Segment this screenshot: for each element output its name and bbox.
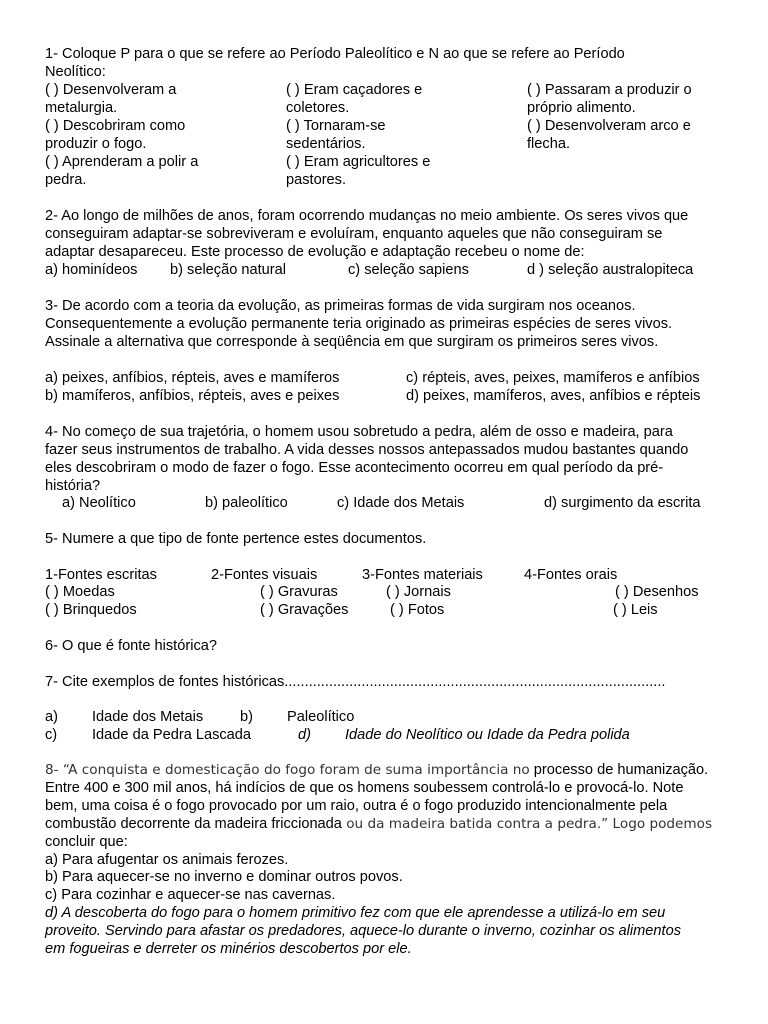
q7-option-c-text: Idade da Pedra Lascada	[92, 727, 252, 743]
q3-option-d: d) peixes, mamíferos, aves, anfíbios e répteis	[406, 388, 701, 404]
q1-item-3-cont: próprio alimento.	[527, 100, 636, 116]
q8-line4	[45, 815, 712, 833]
q4-line2: fazer seus instrumentos de trabalho. A vida desses nossos antepassados mudou bastantes quando	[45, 442, 689, 458]
q5-item-gravuras: ( ) Gravuras	[260, 584, 338, 600]
q1-item-7-cont: pedra.	[45, 172, 87, 188]
q4-line3: eles descobriram o modo de fazer o fogo. Esse acontecimento ocorreu em qual período da pré-	[45, 460, 664, 476]
q3-line1: 3- De acordo com a teoria da evolução, as primeiras formas de vida surgiram nos oceanos.	[45, 298, 636, 314]
q8-line5: concluir que:	[45, 834, 128, 850]
q3-option-b: b) mamíferos, anfíbios, répteis, aves e peixes	[45, 388, 340, 404]
q7-prompt-text: 7- Cite exemplos de fontes históricas	[45, 674, 285, 690]
q1-item-6: ( ) Desenvolveram arco e	[527, 118, 691, 134]
q2-option-b: b) seleção natural	[170, 262, 287, 278]
q3-option-a: a) peixes, anfíbios, répteis, aves e mamíferos	[45, 370, 340, 386]
q8-line1	[45, 761, 708, 779]
q4-line1: 4- No começo de sua trajetória, o homem usou sobretudo a pedra, além de osso e madeira, para	[45, 424, 673, 440]
q1-item-8-cont: pastores.	[286, 172, 347, 188]
q1-item-2-cont: coletores.	[286, 100, 350, 116]
q1-item-8: ( ) Eram agricultores e	[286, 154, 431, 170]
q1-prompt-line2: Neolítico:	[45, 64, 106, 80]
q7-answer-dots: ..............................................................................................	[284, 674, 666, 690]
q7-prompt	[45, 673, 665, 691]
q3-option-c: c) répteis, aves, peixes, mamíferos e anfíbios	[406, 370, 700, 386]
q5-item-desenhos: ( ) Desenhos	[615, 584, 699, 600]
q3-line3: Assinale a alternativa que corresponde à seqüência em que surgiram os primeiros seres vivos.	[45, 334, 659, 350]
q5-type-2: 2-Fontes visuais	[211, 567, 318, 583]
q1-item-3: ( ) Passaram a produzir o	[527, 82, 692, 98]
q4-line4: história?	[45, 478, 101, 494]
q8-option-d-line3: em fogueiras e derreter os minérios descobertos por ele.	[45, 941, 412, 957]
q5-type-4: 4-Fontes orais	[524, 567, 618, 583]
q8-line3: bem, uma coisa é o fogo provocado por um raio, outra é o fogo produzido intencionalmente pela	[45, 798, 668, 814]
q7-option-d-letter: d)	[298, 727, 311, 743]
q8-line1-quote: 8- “A conquista e domesticação do fogo foram de suma importância no	[45, 762, 530, 778]
q2-line3: adaptar desapareceu. Este processo de evolução e adaptação recebeu o nome de:	[45, 244, 585, 260]
q8-option-d-line2: proveito. Servindo para afastar os predadores, aquece-lo durante o inverno, cozinhar os alimentos	[45, 923, 682, 939]
q1-item-2: ( ) Eram caçadores e	[286, 82, 423, 98]
q5-item-fotos: ( ) Fotos	[390, 602, 445, 618]
q8-line2: Entre 400 e 300 mil anos, há indícios de que os homens soubessem controlá-lo e provocá-lo. Note	[45, 780, 684, 796]
q1-item-4-cont: produzir o fogo.	[45, 136, 147, 152]
q8-option-d-line1: d) A descoberta do fogo para o homem primitivo fez com que ele aprendesse a utilizá-lo em seu	[45, 905, 666, 921]
q8-option-b: b) Para aquecer-se no inverno e dominar outros povos.	[45, 869, 403, 885]
q2-line1: 2- Ao longo de milhões de anos, foram ocorrendo mudanças no meio ambiente. Os seres vivos que	[45, 208, 689, 224]
q7-option-a-text: Idade dos Metais	[92, 709, 204, 725]
q7-option-d-text: Idade do Neolítico ou Idade da Pedra polida	[345, 727, 630, 743]
q3-line2: Consequentemente a evolução permanente teria originado as primeiras espécies de seres vivos.	[45, 316, 673, 332]
q4-option-d: d) surgimento da escrita	[544, 495, 701, 511]
q4-option-b: b) paleolítico	[205, 495, 288, 511]
q2-option-c: c) seleção sapiens	[348, 262, 469, 278]
q4-option-c: c) Idade dos Metais	[337, 495, 465, 511]
q7-option-a-letter: a)	[45, 709, 58, 725]
q1-item-5-cont: sedentários.	[286, 136, 366, 152]
q5-item-gravacoes: ( ) Gravações	[260, 602, 349, 618]
q1-item-6-cont: flecha.	[527, 136, 570, 152]
q2-option-d: d ) seleção australopiteca	[527, 262, 694, 278]
q1-item-4: ( ) Descobriram como	[45, 118, 186, 134]
q2-option-a: a) hominídeos	[45, 262, 138, 278]
q1-item-5: ( ) Tornaram-se	[286, 118, 386, 134]
q5-item-leis: ( ) Leis	[613, 602, 658, 618]
q5-item-brinquedos: ( ) Brinquedos	[45, 602, 137, 618]
q8-line4-start: combustão decorrente da madeira friccionada	[45, 816, 342, 832]
q2-line2: conseguiram adaptar-se sobreviveram e evoluíram, enquanto aqueles que não conseguiram se	[45, 226, 663, 242]
q6-prompt: 6- O que é fonte histórica?	[45, 638, 217, 654]
q8-line4-rest: ou da madeira batida contra a pedra.” Logo podemos	[341, 816, 713, 832]
q5-type-3: 3-Fontes materiais	[362, 567, 483, 583]
q5-item-jornais: ( ) Jornais	[386, 584, 451, 600]
q8-option-c: c) Para cozinhar e aquecer-se nas cavernas.	[45, 887, 336, 903]
q4-option-a: a) Neolítico	[62, 495, 136, 511]
q5-prompt: 5- Numere a que tipo de fonte pertence estes documentos.	[45, 531, 427, 547]
q7-option-b-letter: b)	[240, 709, 253, 725]
q8-option-a: a) Para afugentar os animais ferozes.	[45, 852, 289, 868]
q5-type-1: 1-Fontes escritas	[45, 567, 157, 583]
q8-line1-rest: processo de humanização.	[529, 762, 709, 778]
q7-option-c-letter: c)	[45, 727, 58, 743]
q1-item-1-cont: metalurgia.	[45, 100, 118, 116]
q1-item-7: ( ) Aprenderam a polir a	[45, 154, 199, 170]
q5-item-moedas: ( ) Moedas	[45, 584, 115, 600]
q1-prompt-line1: 1- Coloque P para o que se refere ao Período Paleolítico e N ao que se refere ao Período	[45, 46, 625, 62]
q1-item-1: ( ) Desenvolveram a	[45, 82, 177, 98]
q7-option-b-text: Paleolítico	[287, 709, 355, 725]
